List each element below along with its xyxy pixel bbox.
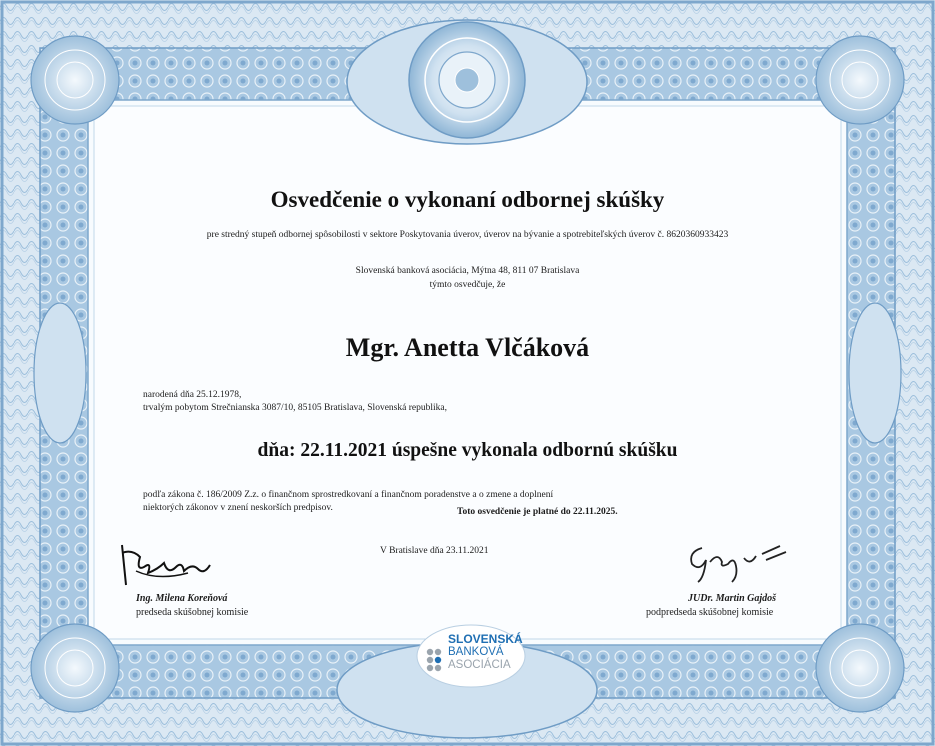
certificate-title: Osvedčenie o vykonaní odbornej skúšky (270, 187, 665, 212)
certifies-text: týmto osvedčuje, že (429, 280, 506, 290)
sba-logo (416, 624, 526, 693)
issuer-address: Slovenská banková asociácia, Mýtna 48, 811 07 Bratislava (355, 266, 580, 276)
left-signatory-name: Ing. Milena Koreňová (136, 593, 228, 604)
holder-name: Mgr. Anetta Vlčáková (345, 333, 590, 362)
logo-text-line3: ASOCIÁCIA (448, 659, 511, 671)
place-and-date: V Bratislave dňa 23.11.2021 (380, 546, 489, 556)
left-signature-scribble (118, 541, 218, 591)
top-rosette (347, 20, 587, 144)
certificate-subtitle: pre stredný stupeň odbornej spôsobilosti v sektore Poskytovania úverov, úverov na bývanie a spotrebiteľských úverov č. 8620360933423 (206, 230, 729, 240)
residence: trvalým pobytom Strečnianska 3087/10, 85105 Bratislava, Slovenská republika, (143, 403, 447, 413)
logo-text-line2: BANKOVÁ (448, 646, 504, 658)
right-signatory-role: podpredseda skúšobnej komisie (646, 607, 774, 618)
left-signatory-role: predseda skúšobnej komisie (136, 607, 249, 618)
exam-result: dňa: 22.11.2021 úspešne vykonala odbornú skúšku (257, 440, 678, 461)
birth-date: narodená dňa 25.12.1978, (143, 390, 242, 400)
right-signatory-name: JUDr. Martin Gajdoš (688, 593, 777, 604)
law-reference-line2: niektorých zákonov v znení neskorších predpisov. (143, 503, 333, 513)
logo-text-line1: SLOVENSKÁ (448, 632, 523, 646)
right-signature-scribble (684, 538, 799, 588)
validity-statement: Toto osvedčenie je platné do 22.11.2025. (457, 507, 618, 517)
law-reference-line1: podľa zákona č. 186/2009 Z.z. o finančnom sprostredkovaní a finančnom poradenstve a o zmene a doplnení (143, 490, 554, 500)
